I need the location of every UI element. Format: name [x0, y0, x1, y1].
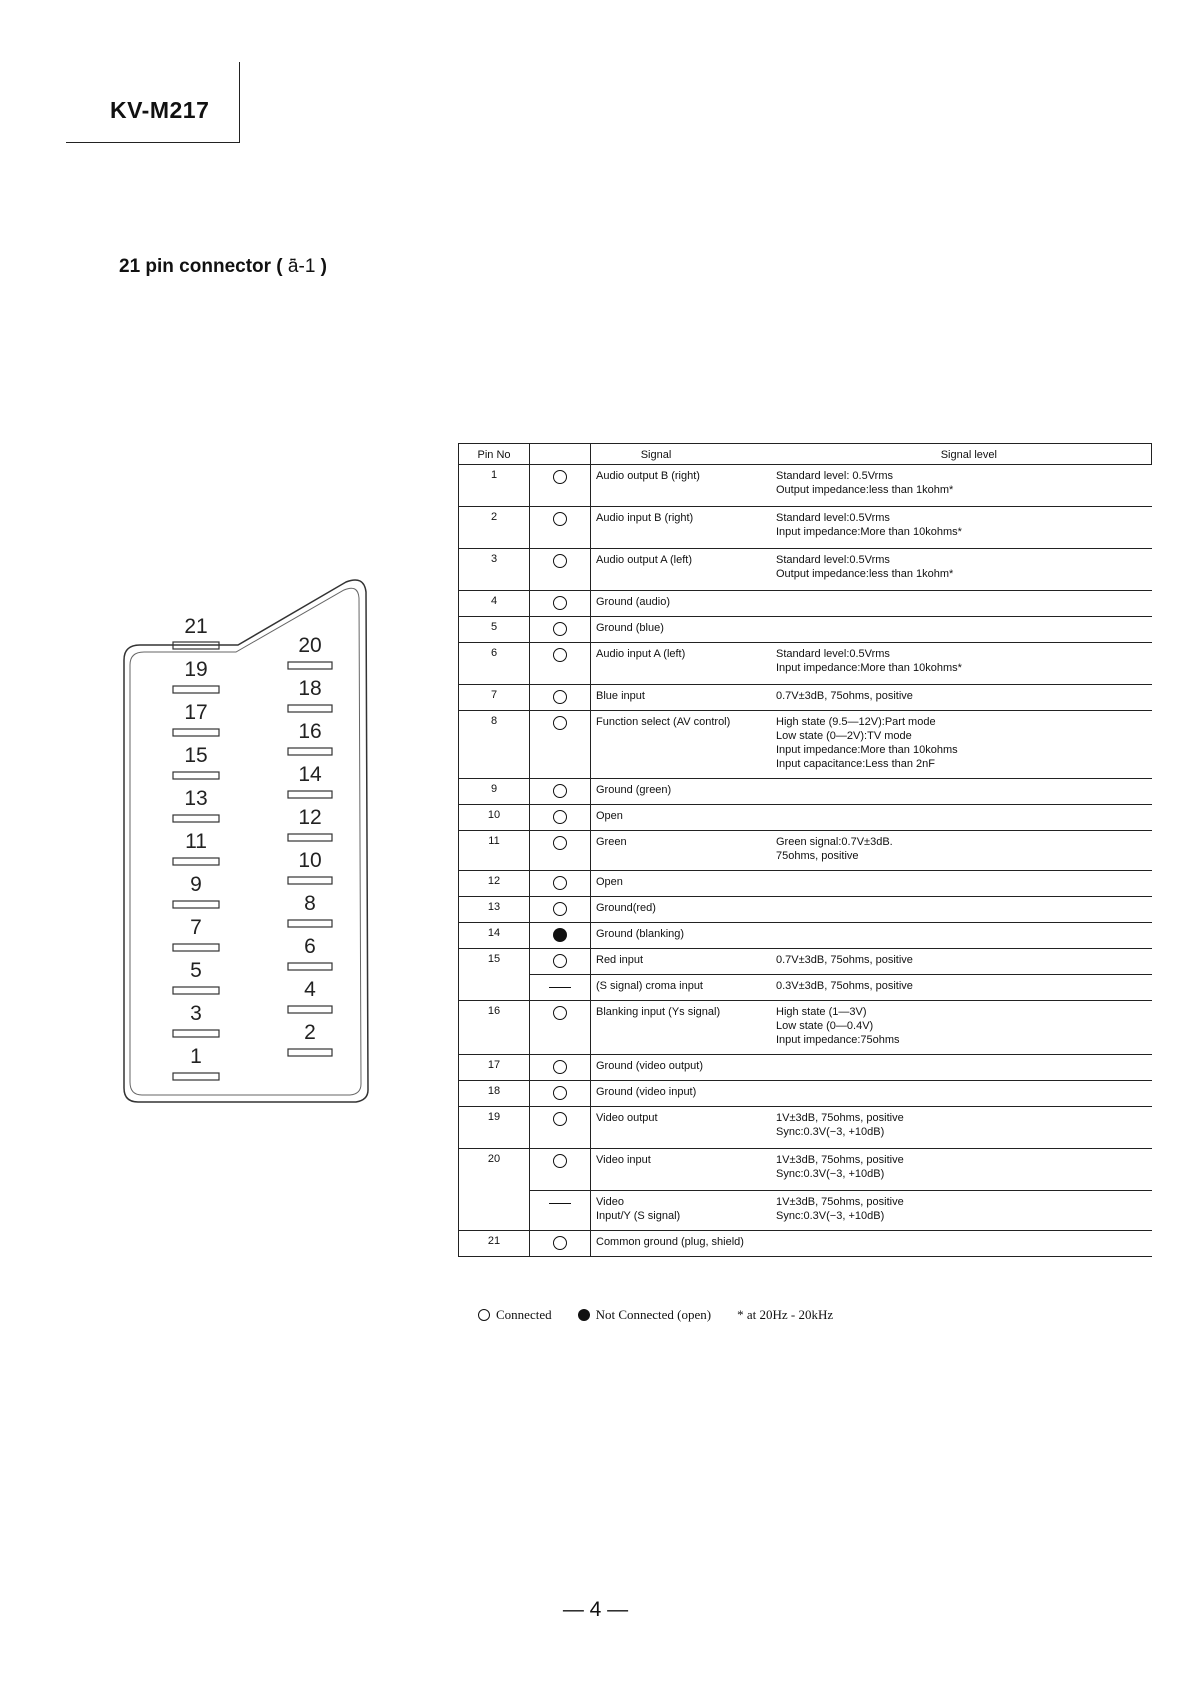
signal-level: Green signal:0.7V±3dB. 75ohms, positive: [776, 836, 893, 862]
signal-cell: [591, 1191, 1152, 1231]
signal-level: Standard level:0.5Vrms Input impedance:More than 10kohms*: [776, 512, 962, 538]
header-signal-label: Signal: [640, 449, 672, 461]
signal-cell: [591, 779, 1152, 805]
open-circle-icon: [553, 1112, 567, 1126]
signal-cell: [591, 949, 1152, 975]
table-row: [459, 507, 1152, 549]
connection-symbol: [530, 617, 591, 643]
signal-level: 0.7V±3dB, 75ohms, positive: [776, 690, 913, 702]
pin-label: 14: [298, 763, 322, 786]
connection-symbol: [530, 1081, 591, 1107]
connection-symbol: [530, 975, 591, 1001]
pin-label: 5: [190, 959, 202, 982]
signal-name: Audio input B (right): [596, 512, 694, 524]
pin-label: 17: [184, 701, 208, 724]
table-row: [459, 1055, 1152, 1081]
table-row: [459, 1081, 1152, 1107]
connection-symbol: [530, 507, 591, 549]
signal-cell: [591, 711, 1152, 779]
table-row: [459, 949, 1152, 975]
signal-cell: [591, 897, 1152, 923]
open-circle-icon: [553, 784, 567, 798]
signal-cell: [591, 507, 1152, 549]
connection-symbol: [530, 465, 591, 507]
signal-name: Video output: [596, 1112, 658, 1124]
signal-name: Blanking input (Ys signal): [596, 1006, 721, 1018]
open-circle-icon: [553, 554, 567, 568]
pin-number: 13: [459, 897, 530, 923]
signal-name: Function select (AV control): [596, 716, 731, 728]
dash-icon: [549, 1203, 571, 1204]
table-row: [459, 1191, 1152, 1231]
table-row: [459, 1149, 1152, 1191]
signal-name: Ground(red): [596, 902, 656, 914]
connection-symbol: [530, 591, 591, 617]
signal-cell: [591, 805, 1152, 831]
open-circle-icon: [553, 1006, 567, 1020]
signal-name: Video Input/Y (S signal): [596, 1196, 681, 1222]
pin-label: 16: [298, 720, 322, 743]
signal-cell: [591, 617, 1152, 643]
legend: [478, 1307, 859, 1323]
table-row: [459, 1107, 1152, 1149]
pin-number: 11: [459, 831, 530, 871]
open-circle-icon: [553, 596, 567, 610]
pin-contact: [173, 901, 219, 908]
open-circle-icon: [553, 836, 567, 850]
connection-symbol: [530, 871, 591, 897]
signal-cell: [591, 1149, 1152, 1191]
connector-diagram: [118, 570, 388, 1110]
signal-name: Audio input A (left): [596, 648, 686, 660]
title-close: ): [320, 256, 327, 277]
pin-label: 10: [298, 849, 322, 872]
signal-name: Ground (video input): [596, 1086, 697, 1098]
pin-contact: [173, 944, 219, 951]
open-circle-icon: [553, 512, 567, 526]
table-row: [459, 711, 1152, 779]
signal-cell: [591, 1081, 1152, 1107]
table-row: [459, 1231, 1152, 1257]
connection-symbol: [530, 1055, 591, 1081]
signal-cell: [591, 591, 1152, 617]
pin-number: 19: [459, 1107, 530, 1149]
connection-symbol: [530, 949, 591, 975]
pin-contact: [173, 858, 219, 865]
pin-label: 9: [190, 873, 202, 896]
table-row: [459, 465, 1152, 507]
pin-label: 13: [184, 787, 208, 810]
open-circle-icon: [553, 1086, 567, 1100]
open-circle-icon: [553, 690, 567, 704]
pin-contact: [288, 1049, 332, 1056]
signal-name: Video input: [596, 1154, 651, 1166]
pin-contact: [173, 987, 219, 994]
signal-name: Ground (green): [596, 784, 672, 796]
connection-symbol: [530, 711, 591, 779]
pin-number: [459, 1191, 530, 1231]
connection-symbol: [530, 1231, 591, 1257]
pin-label: 3: [190, 1002, 202, 1025]
pin-label: 7: [190, 916, 202, 939]
signal-cell: [591, 923, 1152, 949]
pin-number: 7: [459, 685, 530, 711]
pin-label: 1: [190, 1045, 202, 1068]
signal-name: Open: [596, 810, 623, 822]
table-row: [459, 871, 1152, 897]
table-row: [459, 923, 1152, 949]
page-number: — 4 —: [562, 1598, 629, 1621]
pin-contact: [288, 705, 332, 712]
legend-note: * at 20Hz - 20kHz: [737, 1307, 834, 1322]
signal-cell: [591, 1107, 1152, 1149]
signal-name: Red input: [596, 954, 644, 966]
signal-cell: [591, 685, 1152, 711]
pin-contact: [288, 963, 332, 970]
signal-name: Common ground (plug, shield): [596, 1236, 744, 1248]
table-row: [459, 831, 1152, 871]
connection-symbol: [530, 1107, 591, 1149]
pin-contact: [173, 772, 219, 779]
connection-symbol: [530, 643, 591, 685]
connection-symbol: [530, 897, 591, 923]
table-row: [459, 779, 1152, 805]
table-row: [459, 897, 1152, 923]
header-signal-level: Signal level: [881, 444, 1152, 465]
open-circle-icon: [553, 622, 567, 636]
pin-contact: [288, 748, 332, 755]
pin-label: 21: [184, 615, 208, 638]
signal-cell: [591, 1055, 1152, 1081]
table-header-row: [459, 444, 1152, 465]
pin-number: 12: [459, 871, 530, 897]
signal-name: Ground (blanking): [596, 928, 685, 940]
filled-circle-icon: [578, 1309, 590, 1321]
signal-level: High state (9.5—12V):Part mode Low state (0—2V):TV mode Input impedance:More than 10kohms Input capacitance:Less than 2nF: [776, 716, 958, 770]
signal-name: Blue input: [596, 690, 645, 702]
pin-contact: [173, 815, 219, 822]
connection-symbol: [530, 805, 591, 831]
pin-label: 11: [185, 830, 207, 853]
legend-not-connected: Not Connected (open): [578, 1307, 712, 1323]
header-symbol: [530, 444, 591, 465]
connection-symbol: [530, 1191, 591, 1231]
table-row: [459, 591, 1152, 617]
pin-contact: [173, 1030, 219, 1037]
signal-cell: [591, 871, 1152, 897]
open-circle-icon: [553, 902, 567, 916]
connection-symbol: [530, 1149, 591, 1191]
table-row: [459, 975, 1152, 1001]
signal-name: Open: [596, 876, 623, 888]
connection-symbol: [530, 549, 591, 591]
open-circle-icon: [478, 1309, 490, 1321]
table-row: [459, 643, 1152, 685]
pin-contact: [288, 1006, 332, 1013]
signal-name: Ground (audio): [596, 596, 670, 608]
open-circle-icon: [553, 470, 567, 484]
pin-number: 6: [459, 643, 530, 685]
signal-level: Standard level: 0.5Vrms Output impedance:less than 1kohm*: [776, 470, 954, 496]
signal-cell: [591, 831, 1152, 871]
table-row: [459, 1001, 1152, 1055]
signal-level: 1V±3dB, 75ohms, positive Sync:0.3V(−3, +10dB): [776, 1112, 904, 1138]
pin-contact: [288, 834, 332, 841]
open-circle-icon: [553, 648, 567, 662]
pin-number: 9: [459, 779, 530, 805]
signal-name: Ground (blue): [596, 622, 664, 634]
open-circle-icon: [553, 876, 567, 890]
pin-number: 3: [459, 549, 530, 591]
connection-symbol: [530, 831, 591, 871]
model-number: KV-M217: [110, 97, 210, 123]
pin-number: 2: [459, 507, 530, 549]
connection-symbol: [530, 1001, 591, 1055]
table-row: [459, 805, 1152, 831]
signal-level: Standard level:0.5Vrms Input impedance:More than 10kohms*: [776, 648, 962, 674]
pin-number: 10: [459, 805, 530, 831]
header-pin-no: Pin No: [459, 444, 530, 465]
header-signal: [591, 444, 881, 465]
pin-label: 12: [298, 806, 322, 829]
connection-symbol: [530, 779, 591, 805]
table-row: [459, 685, 1152, 711]
open-circle-icon: [553, 1060, 567, 1074]
table-row: [459, 549, 1152, 591]
pin-number: 20: [459, 1149, 530, 1191]
signal-level: Standard level:0.5Vrms Output impedance:less than 1kohm*: [776, 554, 954, 580]
signal-name: Audio output A (left): [596, 554, 693, 566]
pin-contact: [288, 662, 332, 669]
signal-name: Ground (video output): [596, 1060, 704, 1072]
pin-table: [458, 443, 1152, 1257]
pin-label: 15: [184, 744, 208, 767]
pin-contact: [173, 729, 219, 736]
signal-cell: [591, 643, 1152, 685]
signal-level: 1V±3dB, 75ohms, positive Sync:0.3V(−3, +10dB): [776, 1154, 904, 1180]
pin-number: 16: [459, 1001, 530, 1055]
pin-label: 4: [304, 978, 316, 1001]
signal-name: Green: [596, 836, 627, 848]
open-circle-icon: [553, 1236, 567, 1250]
pin-contact: [173, 686, 219, 693]
open-circle-icon: [553, 954, 567, 968]
pin-number: 1: [459, 465, 530, 507]
pin-number: 8: [459, 711, 530, 779]
pin-number: 4: [459, 591, 530, 617]
legend-connected: Connected: [478, 1307, 552, 1323]
pin-number: [459, 975, 530, 1001]
signal-level: High state (1—3V) Low state (0—0.4V) Input impedance:75ohms: [776, 1006, 900, 1046]
signal-name: Audio output B (right): [596, 470, 700, 482]
connection-symbol: [530, 923, 591, 949]
pin-number: 18: [459, 1081, 530, 1107]
pin-label: 6: [304, 935, 316, 958]
signal-level: 0.7V±3dB, 75ohms, positive: [776, 954, 913, 966]
page-title: [119, 256, 327, 278]
signal-cell: [591, 975, 1152, 1001]
pin-label: 18: [298, 677, 322, 700]
pin-contact: [288, 877, 332, 884]
pin-label: 19: [184, 658, 208, 681]
signal-level: 0.3V±3dB, 75ohms, positive: [776, 980, 913, 992]
pin-number: 5: [459, 617, 530, 643]
open-circle-icon: [553, 810, 567, 824]
signal-name: (S signal) croma input: [596, 980, 703, 992]
title-text: 21 pin connector (: [119, 256, 283, 277]
pin-number: 21: [459, 1231, 530, 1257]
pin-label: 20: [298, 634, 322, 657]
pin-number: 15: [459, 949, 530, 975]
signal-cell: [591, 549, 1152, 591]
table-row: [459, 617, 1152, 643]
pin-contact: [288, 791, 332, 798]
signal-cell: [591, 1231, 1152, 1257]
signal-cell: [591, 465, 1152, 507]
open-circle-icon: [553, 1154, 567, 1168]
connection-symbol: [530, 685, 591, 711]
pin-number: 17: [459, 1055, 530, 1081]
signal-level: 1V±3dB, 75ohms, positive Sync:0.3V(−3, +10dB): [776, 1196, 904, 1222]
signal-cell: [591, 1001, 1152, 1055]
pin-contact: [288, 920, 332, 927]
connector-symbol: ā̈-1: [287, 256, 316, 277]
pin-label: 2: [304, 1021, 316, 1044]
open-circle-icon: [553, 716, 567, 730]
pin-contact: [173, 1073, 219, 1080]
pin-label: 8: [304, 892, 316, 915]
pin-number: 14: [459, 923, 530, 949]
filled-circle-icon: [553, 928, 567, 942]
dash-icon: [549, 987, 571, 988]
